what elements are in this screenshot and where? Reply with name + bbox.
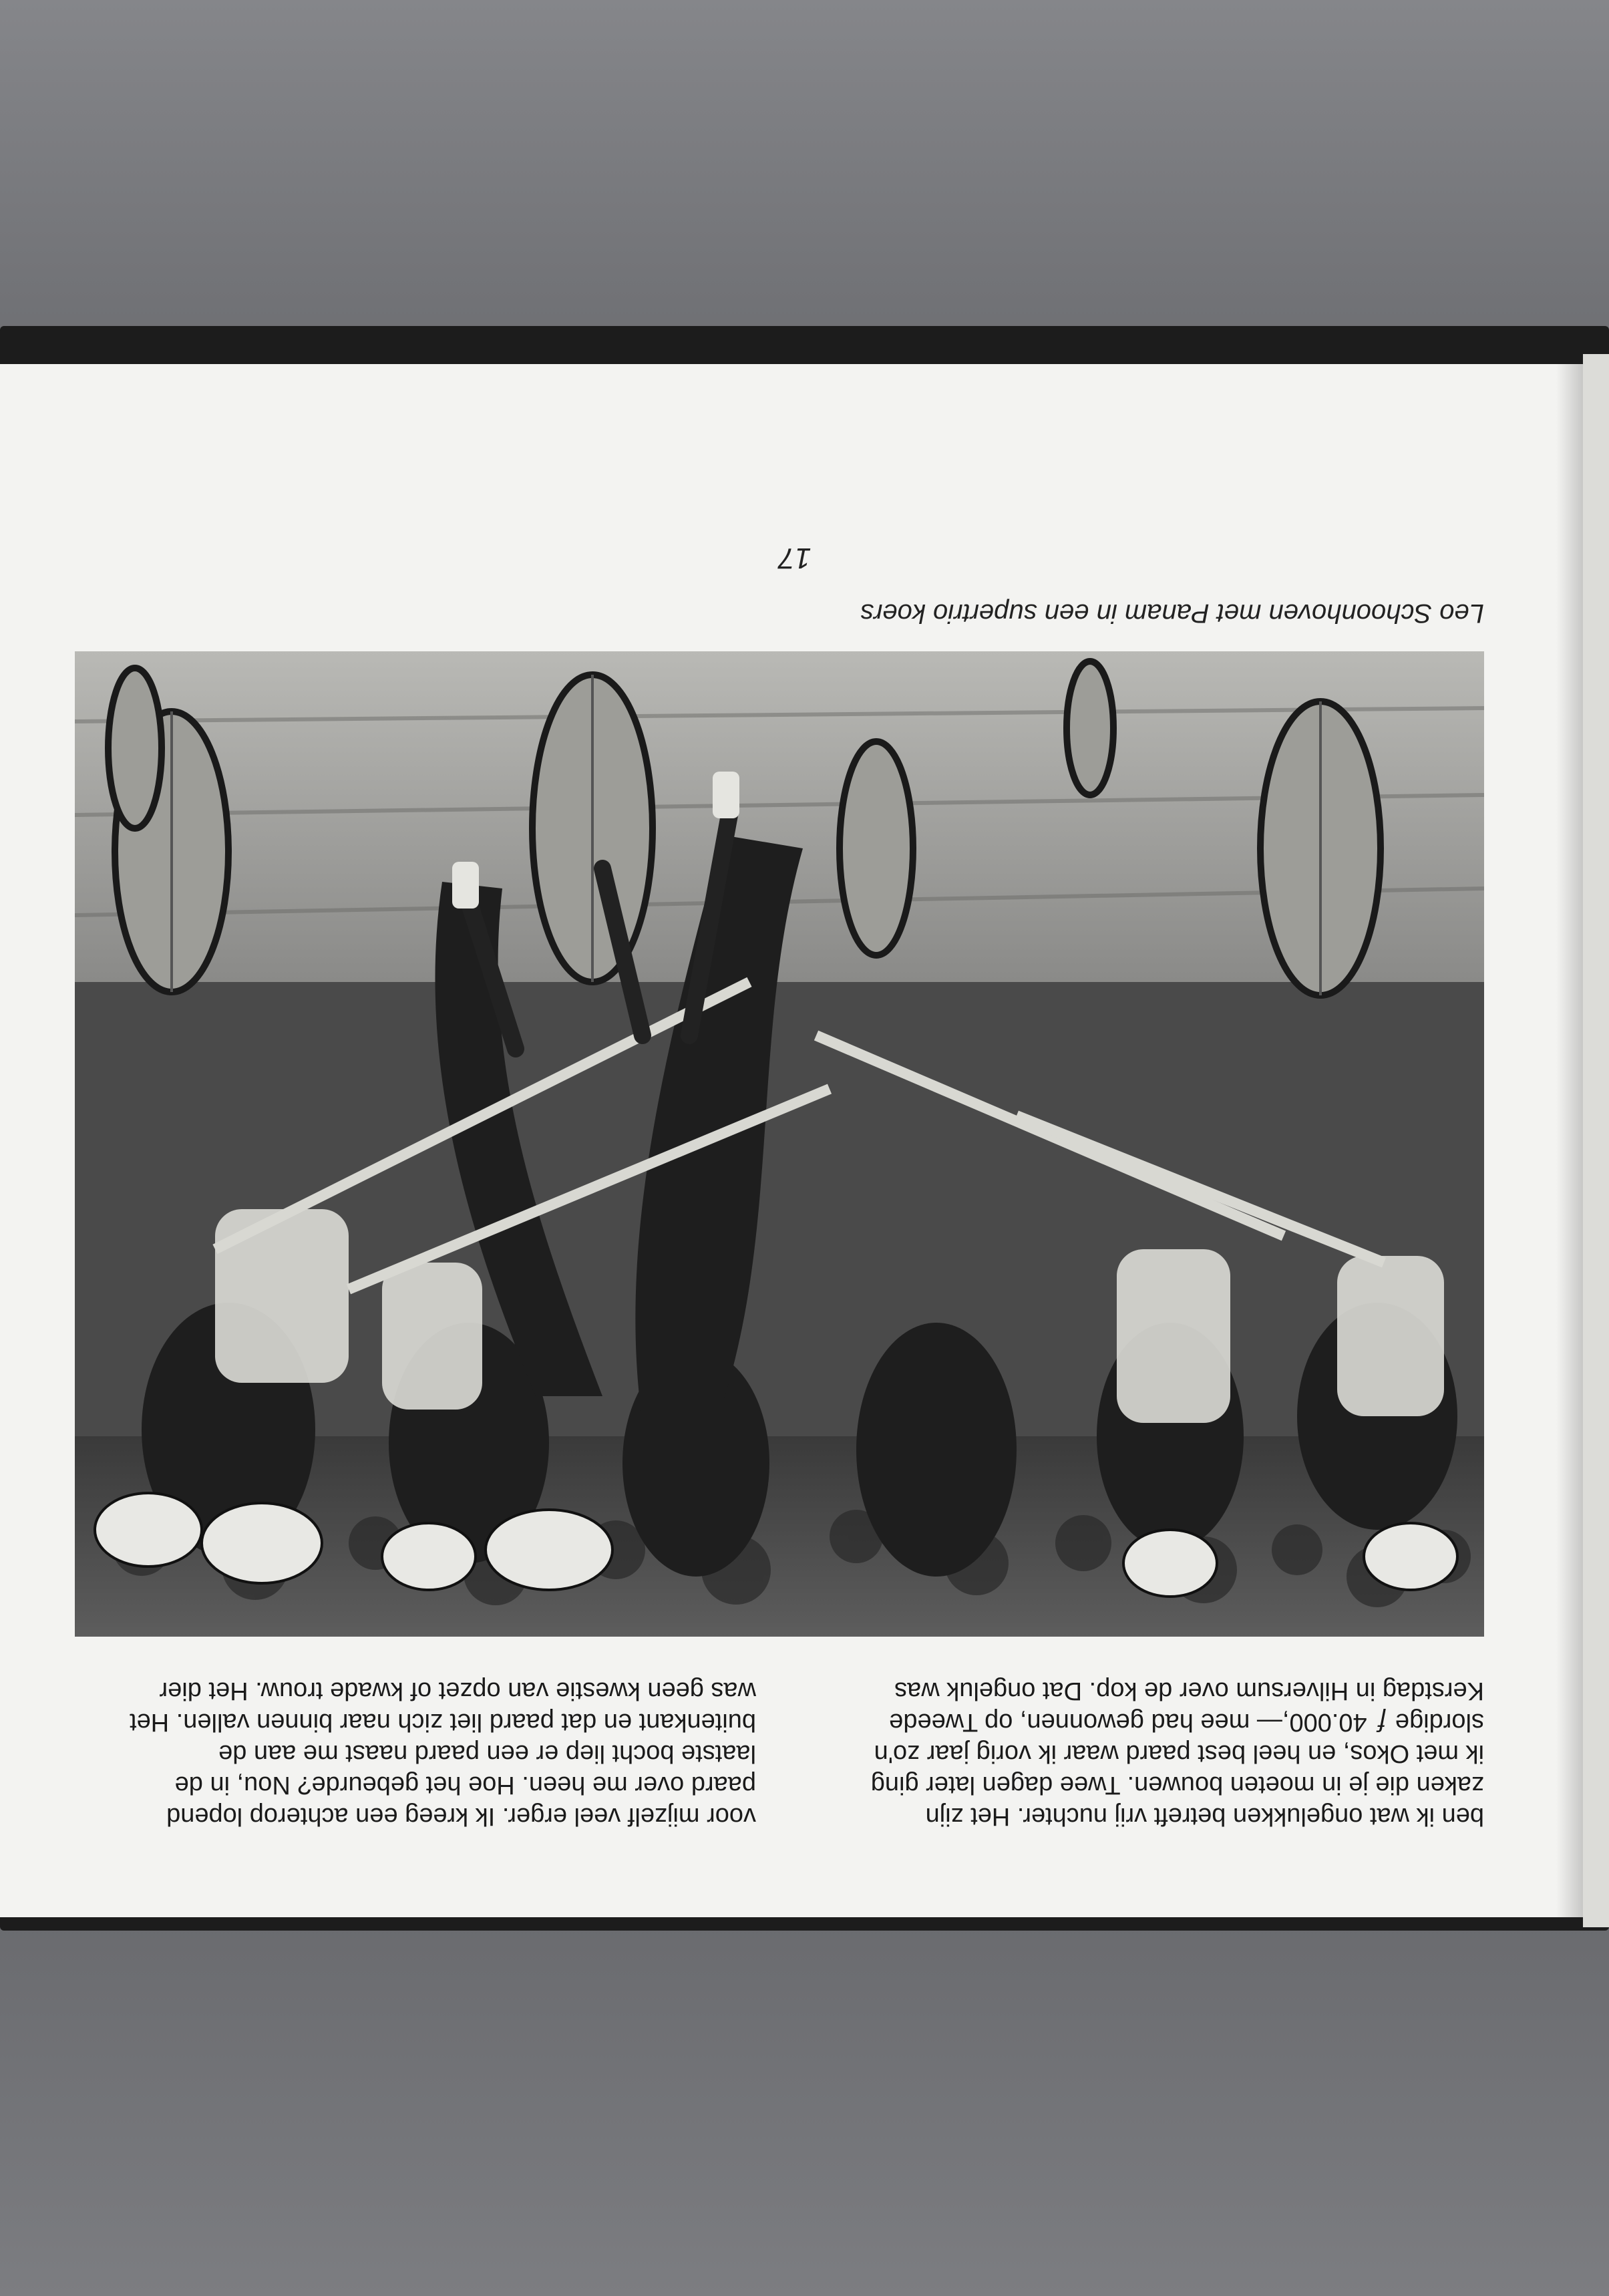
- text-line: was geen kwestie van opzet of kwade trouw. Het dier: [159, 1677, 756, 1705]
- page-content-rotated: [0, 364, 1583, 1917]
- scanner-background-top: [0, 0, 1609, 334]
- photo-caption: Leo Schoonhoven met Panam in een supertrio koers: [860, 599, 1484, 628]
- text-line: laatste bocht liep er een paard naast me aan de: [218, 1740, 756, 1768]
- text-line: slordige ƒ 40.000,— mee had gewonnen, op Tweede: [889, 1708, 1484, 1736]
- text-line: voor mijzelf veel erger. Ik kreeg een achterop lopend: [166, 1802, 756, 1830]
- text-line: Kerstdag in Hilversum over de kop. Dat ongeluk was: [894, 1677, 1484, 1705]
- race-photo: [75, 651, 1484, 1637]
- text-line: ben ik wat ongelukken betreft vrij nuchter. Het zijn: [925, 1802, 1484, 1830]
- race-photo-illustration: [75, 651, 1484, 1637]
- book-page: [0, 364, 1583, 1917]
- page-number: 17: [778, 542, 812, 575]
- text-line: ik met Okos, en heel best paard waar ik vorig jaar zo'n: [874, 1740, 1484, 1768]
- body-text-right-column: [75, 1675, 756, 1832]
- page-gutter-shadow: [1556, 364, 1583, 1917]
- page-edge-strip: [1583, 354, 1609, 1927]
- text-line: paard over me heen. Hoe het gebeurde? Nou, in de: [174, 1771, 756, 1799]
- text-line: zaken die je in moeten bouwen. Twee dagen later ging: [870, 1771, 1484, 1799]
- text-line: buitenkant en dat paard liet zich naar binnen vallen. Het: [130, 1708, 756, 1736]
- scanner-background-bottom: [0, 1924, 1609, 2296]
- body-text-left-column: [803, 1675, 1484, 1832]
